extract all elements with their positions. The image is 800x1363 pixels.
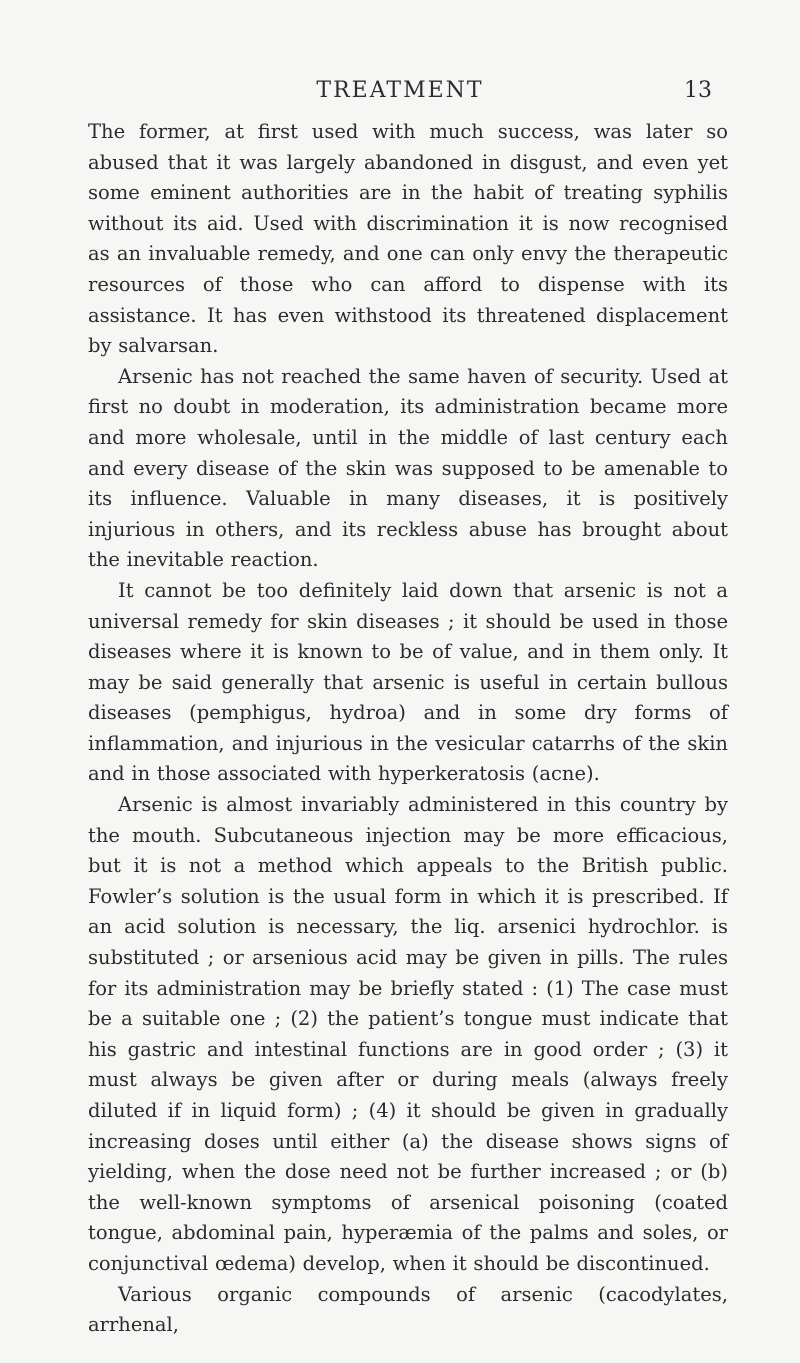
paragraph: It cannot be too definitely laid down that arsenic is not a universal remedy for skin diseases ; it should be used in those diseases where it is known to be of value, and in them only. It may be said generally that arsenic is useful in certain bullous diseases (pemphigus, hydroa) and in some dry forms of inflammation, and injurious in the vesicular catarrhs of the skin and in those associated with hyperkeratosis (acne). (88, 578, 728, 786)
page-title: TREATMENT (316, 78, 484, 103)
running-head (0, 76, 800, 106)
paragraph: The former, at first used with much success, was later so abused that it was largely abandoned in disgust, and even yet some eminent authorities are in the habit of treating syphilis without its aid. Used with discrimination it is now recognised as an invaluable remedy, and one can only envy the therapeutic resources of those who can afford to dispense with its assistance. It has even withstood its threatened displacement by salvarsan. (88, 120, 728, 358)
paragraph: Arsenic has not reached the same haven of security. Used at first no doubt in moderation, its administration became more and more wholesale, until in the middle of last century each and every disease of the skin was supposed to be amenable to its influence. Valuable in many diseases, it is positively injurious in others, and its reckless abuse has brought about the inevitable reaction. (88, 364, 728, 572)
paragraph: Various organic compounds of arsenic (cacodylates, arrhenal, (88, 1282, 728, 1337)
page-number: 13 (684, 78, 712, 103)
body-text (88, 117, 728, 1341)
paragraph: Arsenic is almost invariably administered in this country by the mouth. Subcutaneous injection may be more efficacious, but it is not a method which appeals to the British public. Fowler’s solution is the usual form in which it is prescribed. If an acid solution is necessary, the liq. arsenici hydrochlor. is substituted ; or arsenious acid may be given in pills. The rules for its administration may be briefly stated : (1) The case must be a suitable one ; (2) the patient’s tongue must indicate that his gastric and intestinal functions are in good order ; (3) it must always be given after or during meals (always freely diluted if in liquid form) ; (4) it should be given in gradually increasing doses until either (a) the disease shows signs of yielding, when the dose need not be further increased ; or (b) the well-known symptoms of arsenical poisoning (coated tongue, abdominal pain, hyperæmia of the palms and soles, or conjunctival œdema) develop, when it should be discontinued. (88, 793, 728, 1275)
